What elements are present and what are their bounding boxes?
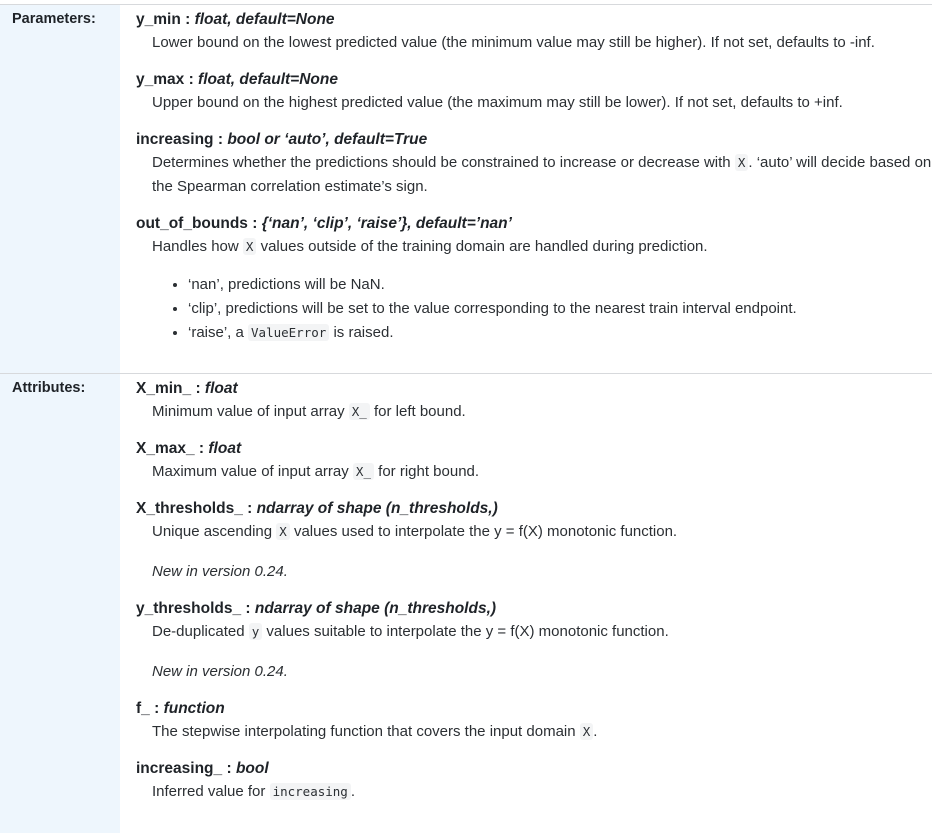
param-signature	[136, 129, 932, 151]
attr-y-thresholds	[136, 598, 932, 684]
attr-name: increasing_	[136, 760, 223, 777]
attr-x-min	[136, 378, 932, 424]
param-sep: :	[184, 71, 199, 88]
attr-description	[136, 520, 932, 584]
attr-type: ndarray of shape (n_thresholds,)	[254, 600, 497, 617]
desc-text: ‘raise’, a	[188, 324, 249, 341]
param-description: Upper bound on the highest predicted value (the maximum may still be lower). If not set, defaults to +inf.	[152, 94, 843, 111]
inline-code: increasing	[270, 783, 351, 800]
parameters-list	[120, 5, 932, 373]
attributes-label: Attributes:	[0, 374, 120, 833]
bullet-list	[152, 273, 932, 345]
inline-code: X	[276, 523, 290, 540]
param-description	[136, 151, 932, 199]
attr-description	[136, 620, 932, 684]
desc-text: . ‘auto’ will decide based on the Spearman correlation estimate’s sign.	[152, 154, 932, 195]
attr-name: X_max_	[136, 440, 195, 457]
param-type: float, default=None	[198, 71, 338, 88]
desc-text: .	[593, 723, 598, 740]
version-added-note: New in version 0.24.	[152, 563, 288, 580]
attr-name: X_thresholds_	[136, 500, 243, 517]
list-item: • ‘nan’, predictions will be NaN.	[188, 273, 932, 297]
param-sep: :	[180, 11, 195, 28]
attr-sep: :	[242, 500, 257, 517]
attr-type: ndarray of shape (n_thresholds,)	[256, 500, 498, 517]
desc-text: .	[350, 783, 355, 800]
inline-code: X	[243, 238, 257, 255]
attr-signature	[136, 438, 932, 460]
attributes-section	[0, 373, 932, 833]
attr-f	[136, 698, 932, 744]
param-description: Lower bound on the lowest predicted value (the minimum value may still be higher). If not set, defaults to -inf.	[152, 34, 875, 51]
desc-text: Determines whether the predictions should be constrained to increase or decrease with	[152, 154, 735, 171]
attr-sep: :	[149, 700, 164, 717]
inline-code: y	[249, 623, 263, 640]
param-type: {‘nan’, ‘clip’, ‘raise’}, default=’nan’	[261, 215, 512, 232]
param-signature	[136, 69, 932, 91]
attr-sep: :	[194, 440, 209, 457]
desc-text: values used to interpolate the y = f(X) monotonic function.	[289, 523, 678, 540]
param-description	[136, 235, 932, 345]
attr-description	[136, 460, 932, 484]
attr-type: float	[208, 440, 242, 457]
param-name: y_min	[136, 11, 181, 28]
param-sep: :	[247, 215, 262, 232]
desc-text: values suitable to interpolate the y = f(X) monotonic function.	[262, 623, 669, 640]
attr-type: float	[204, 380, 238, 397]
param-type: float, default=None	[194, 11, 335, 28]
api-doc	[0, 4, 932, 833]
param-signature	[136, 213, 932, 235]
attr-type: function	[163, 700, 225, 717]
parameters-label: Parameters:	[0, 5, 120, 373]
list-item: • ‘clip’, predictions will be set to the value corresponding to the nearest train interval endpoint.	[188, 297, 932, 321]
inline-code: X_	[349, 403, 370, 420]
list-item	[188, 321, 932, 345]
parameters-section	[0, 4, 932, 373]
param-y-min	[136, 9, 932, 55]
desc-text: is raised.	[329, 324, 394, 341]
param-sep: :	[213, 131, 228, 148]
attr-signature	[136, 378, 932, 400]
param-name: y_max	[136, 71, 185, 88]
desc-text: Handles how	[152, 238, 243, 255]
desc-text: The stepwise interpolating function that covers the input domain	[152, 723, 580, 740]
attr-signature	[136, 598, 932, 620]
desc-text: De-duplicated	[152, 623, 249, 640]
attr-name: f_	[136, 700, 150, 717]
attr-increasing	[136, 758, 932, 804]
param-signature	[136, 9, 932, 31]
attr-name: y_thresholds_	[136, 600, 242, 617]
desc-text: Inferred value for	[152, 783, 270, 800]
attr-x-thresholds	[136, 498, 932, 584]
param-increasing	[136, 129, 932, 199]
attr-type: bool	[235, 760, 269, 777]
version-added-note: New in version 0.24.	[152, 663, 288, 680]
attr-signature	[136, 498, 932, 520]
param-name: increasing	[136, 131, 214, 148]
desc-text: Unique ascending	[152, 523, 277, 540]
param-out-of-bounds	[136, 213, 932, 345]
inline-code: X	[580, 723, 594, 740]
param-name: out_of_bounds	[136, 215, 248, 232]
desc-text: Maximum value of input array	[152, 463, 353, 480]
attr-sep: :	[241, 600, 255, 617]
attr-description	[136, 780, 932, 804]
param-type: bool or ‘auto’, default=True	[227, 131, 428, 148]
attr-description	[136, 720, 932, 744]
param-y-max	[136, 69, 932, 115]
attr-description	[136, 400, 932, 424]
attr-name: X_min_	[136, 380, 192, 397]
inline-code: ValueError	[248, 324, 329, 341]
inline-code: X	[735, 154, 749, 171]
attr-signature	[136, 698, 932, 720]
desc-text: Minimum value of input array	[152, 403, 349, 420]
attr-x-max	[136, 438, 932, 484]
attr-signature	[136, 758, 932, 780]
attr-sep: :	[191, 380, 205, 397]
attributes-list	[120, 374, 932, 833]
attr-sep: :	[222, 760, 236, 777]
desc-text: values outside of the training domain are handled during prediction.	[256, 238, 708, 255]
desc-text: for right bound.	[373, 463, 480, 480]
desc-text: for left bound.	[369, 403, 466, 420]
inline-code: X_	[353, 463, 374, 480]
